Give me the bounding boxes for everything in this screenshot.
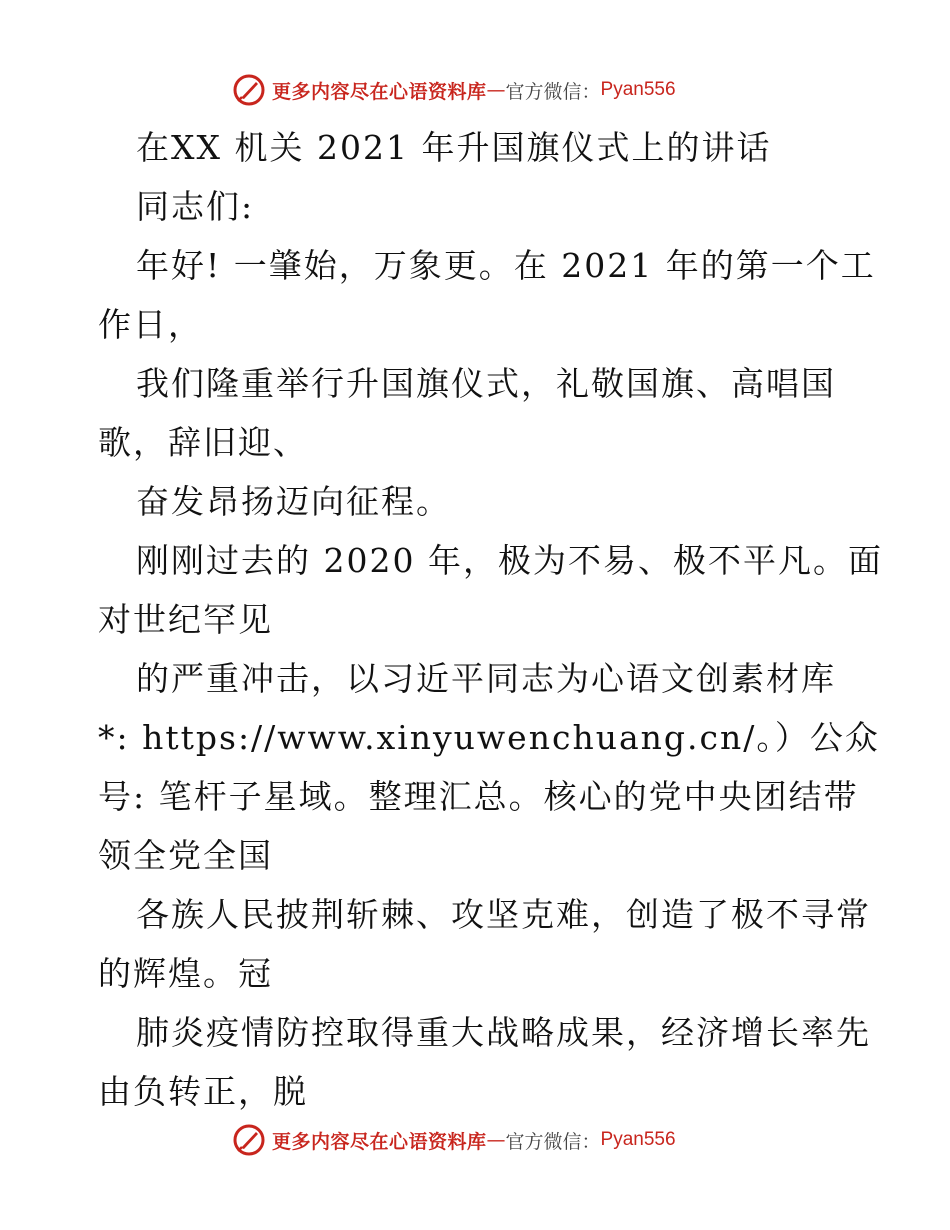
text-line: 歌，辞旧迎、	[98, 423, 308, 462]
banner-text: 更多内容尽在心语资料库	[272, 1130, 487, 1153]
banner-wechat-id: Pyan556	[600, 1129, 676, 1150]
text-line: *: https://www.xinyuwenchuang.cn/。）公众	[98, 718, 880, 757]
quill-logo-icon	[232, 1123, 266, 1157]
footer-banner	[232, 1120, 752, 1160]
quill-logo-icon	[232, 73, 266, 107]
text-line: 由负转正，脱	[98, 1072, 308, 1111]
text-line: 奋发昂扬迈向征程。	[136, 482, 451, 521]
banner-wechat-label: 官方微信：	[505, 80, 601, 103]
text-line: 年好! 一肇始，万象更。在 2021 年的第一个工	[136, 246, 876, 285]
document-body	[98, 118, 883, 1121]
text-line: 的严重冲击，以习近平同志为心语文创素材库	[136, 659, 836, 698]
document-title: 在XX 机关 2021 年升国旗仪式上的讲话	[136, 128, 772, 167]
text-line: 领全党全国	[98, 836, 273, 875]
banner-text: 更多内容尽在心语资料库	[272, 80, 487, 103]
text-line: 刚刚过去的 2020 年，极为不易、极不平凡。面	[136, 541, 883, 580]
text-line: 各族人民披荆斩棘、攻坚克难，创造了极不寻常	[136, 895, 871, 934]
text-line: 我们隆重举行升国旗仪式，礼敬国旗、高唱国	[136, 364, 836, 403]
text-line: 肺炎疫情防控取得重大战略成果，经济增长率先	[136, 1013, 871, 1052]
text-line: 号: 笔杆子星域。整理汇总。核心的党中央团结带	[98, 777, 859, 816]
text-line: 的辉煌。冠	[98, 954, 273, 993]
text-line: 作日，	[98, 305, 203, 344]
banner-dash: —	[486, 1129, 506, 1151]
text-line: 对世纪罕见	[98, 600, 273, 639]
banner-dash: —	[486, 79, 506, 101]
banner-wechat-label: 官方微信：	[505, 1130, 601, 1153]
banner-wechat-id: Pyan556	[600, 79, 676, 100]
header-banner	[232, 70, 752, 110]
salutation: 同志们:	[136, 187, 255, 226]
